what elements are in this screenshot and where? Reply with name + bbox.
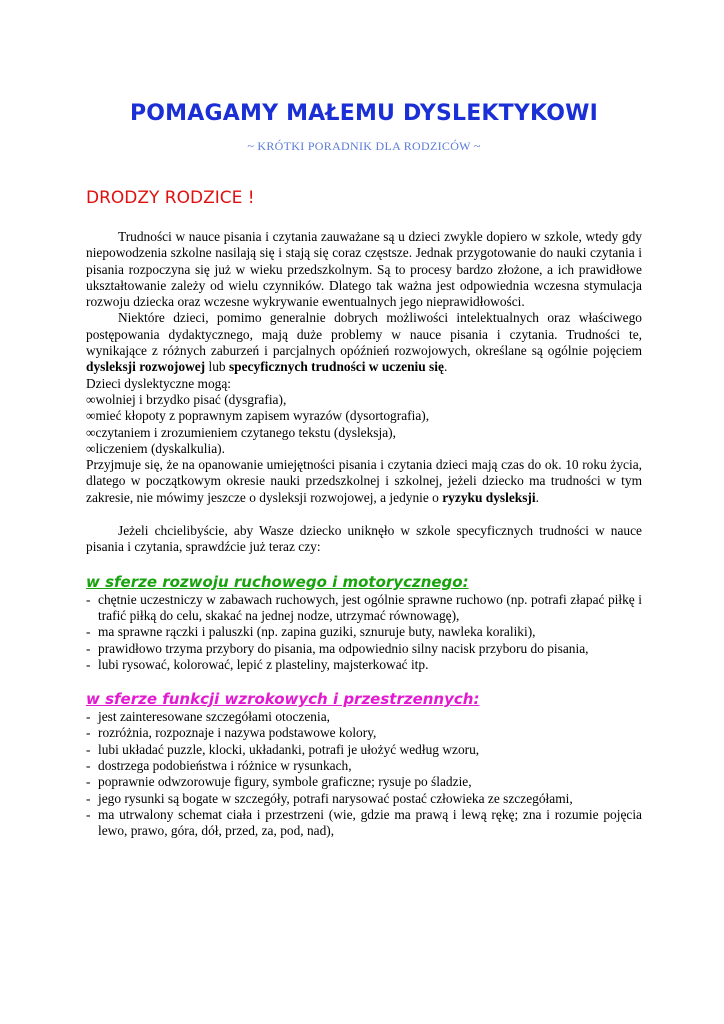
intro-paragraph-4: Jeżeli chcielibyście, aby Wasze dziecko uniknęło w szkole specyficznych trudności w nauce pisania i czytania, sprawdźcie już teraz czy: — [86, 523, 642, 555]
document-subtitle: ~ KRÓTKI PORADNIK DLA RODZICÓW ~ — [247, 139, 481, 153]
symptom-text: liczeniem (dyskalkulia). — [95, 440, 225, 456]
greeting-heading: DRODZY RODZICE ! — [86, 188, 255, 208]
infinity-bullet-icon: ∞ — [86, 408, 96, 424]
symptom-item — [86, 392, 642, 408]
can-label: Dzieci dyslektyczne mogą: — [86, 375, 232, 391]
checklist-item: - lubi układać puzzle, klocki, układanki, potrafi je ułożyć według wzoru, — [86, 742, 642, 758]
section-motor-heading: w sferze rozwoju ruchowego i motorycznego: — [86, 572, 469, 591]
body-text — [86, 229, 642, 840]
infinity-bullet-icon: ∞ — [86, 391, 96, 407]
checklist-item: - rozróżnia, rozpoznaje i nazywa podstawowe kolory, — [86, 725, 642, 741]
infinity-bullet-icon: ∞ — [86, 424, 96, 440]
symptoms-list — [86, 392, 642, 457]
checklist-item: - dostrzega podobieństwa i różnice w rysunkach, — [86, 758, 642, 774]
symptom-text: czytaniem i zrozumieniem czytanego tekstu (dysleksja), — [95, 424, 396, 440]
section-motor-list — [86, 592, 642, 673]
intro-paragraph-3 — [86, 457, 642, 506]
symptom-text: wolniej i brzydko pisać (dysgrafia), — [95, 391, 287, 407]
symptom-text: mieć kłopoty z poprawnym zapisem wyrazów (dysortografia), — [95, 408, 430, 424]
checklist-item: - poprawnie odwzorowuje figury, symbole graficzne; rysuje po śladzie, — [86, 774, 642, 790]
checklist-item: - ma utrwalony schemat ciała i przestrzeni (wie, gdzie ma prawą i lewą rękę; zna i rozumie pojęcia lewo, prawo, góra, dół, przed, za, pod, nad), — [86, 807, 642, 840]
paragraph-2-text-d: . — [443, 359, 448, 375]
symptom-item — [86, 425, 642, 441]
paragraph-3-text-a: Przyjmuje się, że na opanowanie umiejętności pisania i czytania dzieci mają czas do ok. 10 roku życia, dlatego w początkowym okresie nauki przedszkolnej i szkolnej, jeżeli dziecko ma trudności w tym zakresie, nie mówimy jeszcze o dysleksji rozwojowej, a jedynie o — [86, 457, 642, 505]
paragraph-2-text-c: lub — [205, 359, 229, 375]
intro-paragraph-2 — [86, 310, 642, 375]
checklist-item: - chętnie uczestniczy w zabawach ruchowych, jest ogólnie sprawne ruchowo (np. potrafi złapać piłkę i trafić piłką do celu, skakać na jednej nodze, utrzymać równowagę), — [86, 592, 642, 625]
checklist-item: - jego rysunki są bogate w szczegóły, potrafi narysować postać człowieka ze szczegółami, — [86, 791, 642, 807]
spacer — [86, 556, 642, 573]
checklist-item: - jest zainteresowane szczegółami otoczenia, — [86, 709, 642, 725]
term-dyslexia-risk: ryzyku dysleksji — [442, 489, 536, 505]
paragraph-3-text-c: . — [535, 489, 539, 505]
term-developmental-dyslexia: dysleksji rozwojowej — [86, 359, 206, 375]
checklist-item: - ma sprawne rączki i paluszki (np. zapina guziki, sznuruje buty, nawleka koraliki), — [86, 624, 642, 640]
symptom-item — [86, 441, 642, 457]
checklist-item: - lubi rysować, kolorować, lepić z plasteliny, majsterkować itp. — [86, 657, 642, 673]
section-visual-heading: w sferze funkcji wzrokowych i przestrzennych: — [86, 690, 480, 709]
infinity-bullet-icon: ∞ — [86, 440, 96, 456]
spacer — [86, 506, 642, 523]
paragraph-2-text-a: Niektóre dzieci, pomimo generalnie dobrych możliwości intelektualnych oraz właściwego postępowania dydaktycznego, mają duże problemy w nauce pisania i czytania. Trudności te, wynikające z różnych zaburzeń i parcjalnych opóźnień rozwojowych, określane są ogólnie pojęciem — [86, 310, 642, 359]
symptom-item — [86, 408, 642, 424]
section-visual-list — [86, 709, 642, 839]
intro-paragraph-1: Trudności w nauce pisania i czytania zauważane są u dzieci zwykle dopiero w szkole, wtedy gdy niepowodzenia szkolne nasilają się i stają się coraz częstsze. Jednak przygotowanie do nauki czytania i pisania rozpoczyna się już w wieku przedszkolnym. Są to procesy bardzo złożone, a ich prawidłowe ukształtowanie zależy od wielu czynników. Dlatego tak ważna jest odpowiednia wczesna stymulacja rozwoju dziecka oraz wczesne wykrywanie ewentualnych jego nieprawidłowości. — [86, 229, 642, 310]
checklist-item: - prawidłowo trzyma przybory do pisania, ma odpowiednio silny nacisk przyboru do pisania, — [86, 641, 642, 657]
document-title: POMAGAMY MAŁEMU DYSLEKTYKOWI — [129, 101, 599, 126]
spacer — [86, 673, 642, 690]
term-specific-learning-difficulties: specyficznych trudności w uczeniu się — [228, 359, 444, 375]
